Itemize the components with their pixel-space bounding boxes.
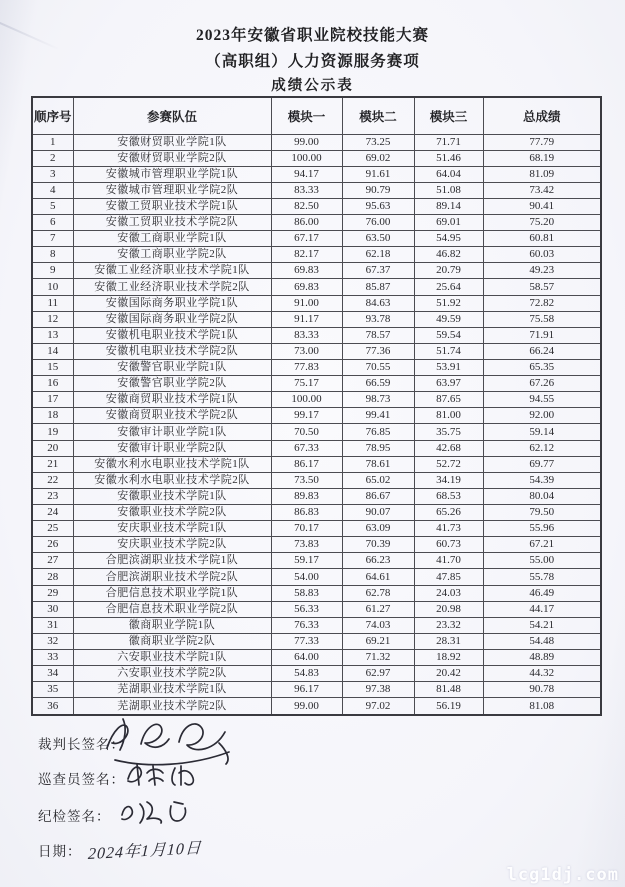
cell-module3: 59.54 — [414, 327, 483, 343]
cell-module2: 67.37 — [342, 263, 414, 279]
table-row — [32, 617, 601, 633]
cell-module1: 69.83 — [271, 263, 342, 279]
cell-module2: 91.61 — [342, 166, 414, 182]
cell-total: 48.89 — [483, 650, 601, 666]
inspector-signature-label: 巡查员签名： — [38, 772, 125, 787]
cell-order-no: 6 — [32, 215, 73, 231]
cell-order-no: 33 — [32, 650, 73, 666]
cell-total: 55.78 — [483, 569, 601, 585]
cell-module2: 66.59 — [342, 376, 414, 392]
cell-module3: 56.19 — [414, 698, 483, 715]
cell-module1: 83.33 — [271, 327, 342, 343]
cell-order-no: 21 — [32, 456, 73, 472]
table-row — [32, 150, 601, 166]
cell-module2: 78.61 — [342, 456, 414, 472]
cell-total: 44.32 — [483, 666, 601, 682]
date-label: 日期： — [38, 844, 82, 859]
cell-order-no: 13 — [32, 327, 73, 343]
table-row — [32, 166, 601, 182]
cell-module3: 47.85 — [414, 569, 483, 585]
cell-team: 安徽财贸职业学院1队 — [73, 134, 271, 150]
cell-team: 安徽水利水电职业技术学院1队 — [73, 456, 271, 472]
cell-team: 安徽工商职业学院2队 — [73, 247, 271, 263]
cell-module2: 64.61 — [342, 569, 414, 585]
cell-module1: 73.00 — [271, 343, 342, 359]
cell-total: 90.41 — [483, 198, 601, 214]
cell-module3: 68.53 — [414, 488, 483, 504]
cell-team: 安庆职业技术学院1队 — [73, 521, 271, 537]
cell-order-no: 4 — [32, 182, 73, 198]
table-row — [32, 311, 601, 327]
cell-team: 安徽机电职业技术学院2队 — [73, 343, 271, 359]
cell-module1: 54.00 — [271, 569, 342, 585]
cell-module3: 52.72 — [414, 456, 483, 472]
cell-total: 46.49 — [483, 585, 601, 601]
cell-total: 44.17 — [483, 601, 601, 617]
cell-total: 60.03 — [483, 247, 601, 263]
cell-module2: 73.25 — [342, 134, 414, 150]
cell-order-no: 23 — [32, 488, 73, 504]
cell-module2: 69.21 — [342, 633, 414, 649]
cell-module2: 71.32 — [342, 650, 414, 666]
cell-order-no: 34 — [32, 666, 73, 682]
cell-total: 54.39 — [483, 472, 601, 488]
cell-module2: 63.09 — [342, 521, 414, 537]
cell-module2: 78.57 — [342, 327, 414, 343]
cell-module3: 46.82 — [414, 247, 483, 263]
cell-team: 安徽工贸职业技术学院1队 — [73, 198, 271, 214]
cell-order-no: 27 — [32, 553, 73, 569]
cell-module2: 65.02 — [342, 472, 414, 488]
table-row — [32, 360, 601, 376]
cell-module3: 81.00 — [414, 408, 483, 424]
cell-module2: 97.02 — [342, 698, 414, 715]
cell-order-no: 25 — [32, 521, 73, 537]
table-row — [32, 505, 601, 521]
table-row — [32, 279, 601, 295]
cell-module1: 67.17 — [271, 231, 342, 247]
cell-order-no: 31 — [32, 617, 73, 633]
table-row — [32, 698, 601, 715]
cell-team: 六安职业技术学院2队 — [73, 666, 271, 682]
cell-team: 合肥滨湖职业技术学院1队 — [73, 553, 271, 569]
cell-team: 安徽职业技术学院2队 — [73, 505, 271, 521]
judge-signature — [95, 712, 240, 770]
cell-order-no: 5 — [32, 198, 73, 214]
cell-module1: 75.17 — [271, 376, 342, 392]
table-row — [32, 231, 601, 247]
table-row — [32, 215, 601, 231]
cell-module3: 49.59 — [414, 311, 483, 327]
col-header-order-no: 顺序号 — [32, 97, 73, 134]
cell-team: 安徽商贸职业技术学院2队 — [73, 408, 271, 424]
table-row — [32, 456, 601, 472]
cell-module1: 96.17 — [271, 682, 342, 698]
cell-module3: 18.92 — [414, 650, 483, 666]
cell-team: 安徽商贸职业技术学院1队 — [73, 392, 271, 408]
cell-module1: 86.83 — [271, 505, 342, 521]
cell-module3: 69.01 — [414, 215, 483, 231]
cell-team: 安徽审计职业学院1队 — [73, 424, 271, 440]
cell-total: 71.91 — [483, 327, 601, 343]
cell-module3: 64.04 — [414, 166, 483, 182]
discipline-signature-label: 纪检签名： — [38, 809, 111, 824]
cell-module1: 70.50 — [271, 424, 342, 440]
cell-module1: 91.00 — [271, 295, 342, 311]
cell-module1: 64.00 — [271, 650, 342, 666]
table-row — [32, 537, 601, 553]
cell-total: 60.81 — [483, 231, 601, 247]
cell-module2: 78.95 — [342, 440, 414, 456]
cell-order-no: 28 — [32, 569, 73, 585]
cell-total: 58.57 — [483, 279, 601, 295]
cell-order-no: 29 — [32, 585, 73, 601]
cell-module1: 70.17 — [271, 521, 342, 537]
col-header-module1: 模块一 — [271, 97, 342, 134]
cell-module1: 59.17 — [271, 553, 342, 569]
cell-module2: 62.97 — [342, 666, 414, 682]
header-row — [32, 97, 601, 134]
cell-total: 55.96 — [483, 521, 601, 537]
cell-module2: 63.50 — [342, 231, 414, 247]
cell-module1: 77.33 — [271, 633, 342, 649]
cell-order-no: 32 — [32, 633, 73, 649]
cell-module3: 63.97 — [414, 376, 483, 392]
cell-module1: 99.00 — [271, 134, 342, 150]
cell-module1: 89.83 — [271, 488, 342, 504]
table-row — [32, 247, 601, 263]
cell-total: 69.77 — [483, 456, 601, 472]
table-row — [32, 666, 601, 682]
cell-module3: 34.19 — [414, 472, 483, 488]
cell-total: 79.50 — [483, 505, 601, 521]
cell-order-no: 22 — [32, 472, 73, 488]
table-row — [32, 488, 601, 504]
cell-module3: 35.75 — [414, 424, 483, 440]
cell-order-no: 18 — [32, 408, 73, 424]
cell-total: 81.08 — [483, 698, 601, 715]
cell-team: 安徽工贸职业技术学院2队 — [73, 215, 271, 231]
cell-order-no: 26 — [32, 537, 73, 553]
cell-total: 54.48 — [483, 633, 601, 649]
cell-module2: 61.27 — [342, 601, 414, 617]
cell-team: 安徽工商职业学院1队 — [73, 231, 271, 247]
cell-team: 安徽国际商务职业学院1队 — [73, 295, 271, 311]
cell-module3: 65.26 — [414, 505, 483, 521]
cell-module1: 83.33 — [271, 182, 342, 198]
date-value-handwritten: 2024年1月10日 — [87, 839, 203, 864]
table-row — [32, 553, 601, 569]
cell-total: 59.14 — [483, 424, 601, 440]
cell-module1: 100.00 — [271, 392, 342, 408]
results-table-header — [32, 97, 601, 134]
cell-total: 65.35 — [483, 360, 601, 376]
cell-module2: 90.79 — [342, 182, 414, 198]
cell-order-no: 36 — [32, 698, 73, 715]
watermark-text: lcg1dj.com — [506, 865, 619, 885]
table-row — [32, 682, 601, 698]
cell-team: 安徽水利水电职业技术学院2队 — [73, 472, 271, 488]
col-header-module2: 模块二 — [342, 97, 414, 134]
cell-team: 六安职业技术学院1队 — [73, 650, 271, 666]
cell-total: 67.21 — [483, 537, 601, 553]
cell-module1: 82.17 — [271, 247, 342, 263]
cell-team: 徽商职业学院1队 — [73, 617, 271, 633]
cell-module1: 86.17 — [271, 456, 342, 472]
cell-module3: 24.03 — [414, 585, 483, 601]
cell-module2: 95.63 — [342, 198, 414, 214]
col-header-module3: 模块三 — [414, 97, 483, 134]
cell-order-no: 15 — [32, 360, 73, 376]
results-table — [31, 96, 602, 716]
cell-module1: 56.33 — [271, 601, 342, 617]
cell-team: 安徽财贸职业学院2队 — [73, 150, 271, 166]
table-row — [32, 424, 601, 440]
cell-module3: 54.95 — [414, 231, 483, 247]
cell-order-no: 10 — [32, 279, 73, 295]
cell-module3: 41.70 — [414, 553, 483, 569]
cell-module1: 67.33 — [271, 440, 342, 456]
cell-module3: 23.32 — [414, 617, 483, 633]
cell-module3: 25.64 — [414, 279, 483, 295]
cell-module2: 66.23 — [342, 553, 414, 569]
cell-module2: 90.07 — [342, 505, 414, 521]
cell-team: 合肥信息技术职业学院1队 — [73, 585, 271, 601]
table-row — [32, 601, 601, 617]
cell-module2: 62.18 — [342, 247, 414, 263]
cell-module2: 84.63 — [342, 295, 414, 311]
cell-module1: 76.33 — [271, 617, 342, 633]
table-row — [32, 633, 601, 649]
table-row — [32, 327, 601, 343]
cell-module3: 53.91 — [414, 360, 483, 376]
page-subtitle: （高职组）人力资源服务赛项 — [205, 53, 420, 70]
cell-module1: 99.00 — [271, 698, 342, 715]
cell-module3: 51.74 — [414, 343, 483, 359]
cell-module2: 85.87 — [342, 279, 414, 295]
cell-total: 72.82 — [483, 295, 601, 311]
table-row — [32, 134, 601, 150]
cell-module2: 98.73 — [342, 392, 414, 408]
cell-module2: 97.38 — [342, 682, 414, 698]
cell-module3: 81.48 — [414, 682, 483, 698]
cell-team: 徽商职业学院2队 — [73, 633, 271, 649]
cell-module3: 51.46 — [414, 150, 483, 166]
cell-module3: 41.73 — [414, 521, 483, 537]
cell-total: 55.00 — [483, 553, 601, 569]
cell-module2: 74.03 — [342, 617, 414, 633]
cell-module1: 73.83 — [271, 537, 342, 553]
cell-module1: 99.17 — [271, 408, 342, 424]
cell-order-no: 20 — [32, 440, 73, 456]
table-row — [32, 521, 601, 537]
table-title: 成绩公示表 — [271, 78, 354, 94]
cell-order-no: 2 — [32, 150, 73, 166]
cell-total: 92.00 — [483, 408, 601, 424]
cell-order-no: 8 — [32, 247, 73, 263]
cell-total: 49.23 — [483, 263, 601, 279]
cell-module2: 70.39 — [342, 537, 414, 553]
cell-module1: 69.83 — [271, 279, 342, 295]
cell-team: 安徽审计职业学院2队 — [73, 440, 271, 456]
cell-module3: 89.14 — [414, 198, 483, 214]
cell-module3: 87.65 — [414, 392, 483, 408]
table-row — [32, 408, 601, 424]
cell-total: 80.04 — [483, 488, 601, 504]
cell-order-no: 11 — [32, 295, 73, 311]
table-row — [32, 440, 601, 456]
cell-module2: 77.36 — [342, 343, 414, 359]
cell-team: 安徽国际商务职业学院2队 — [73, 311, 271, 327]
cell-order-no: 35 — [32, 682, 73, 698]
cell-total: 73.42 — [483, 182, 601, 198]
cell-module2: 69.02 — [342, 150, 414, 166]
cell-module3: 51.08 — [414, 182, 483, 198]
discipline-signature — [116, 796, 192, 826]
cell-team: 合肥滨湖职业技术学院2队 — [73, 569, 271, 585]
cell-team: 合肥信息技术职业学院2队 — [73, 601, 271, 617]
cell-module1: 86.00 — [271, 215, 342, 231]
cell-total: 66.24 — [483, 343, 601, 359]
cell-order-no: 12 — [32, 311, 73, 327]
cell-order-no: 19 — [32, 424, 73, 440]
cell-order-no: 3 — [32, 166, 73, 182]
cell-total: 75.20 — [483, 215, 601, 231]
cell-module1: 73.50 — [271, 472, 342, 488]
cell-module1: 94.17 — [271, 166, 342, 182]
cell-module3: 51.92 — [414, 295, 483, 311]
table-row — [32, 376, 601, 392]
results-table-body — [32, 134, 601, 715]
cell-team: 芜湖职业技术学院2队 — [73, 698, 271, 715]
table-row — [32, 198, 601, 214]
cell-total: 62.12 — [483, 440, 601, 456]
col-header-total: 总成绩 — [483, 97, 601, 134]
judge-signature-label: 裁判长签名： — [38, 737, 125, 752]
table-row — [32, 569, 601, 585]
cell-team: 安徽城市管理职业学院2队 — [73, 182, 271, 198]
cell-module2: 93.78 — [342, 311, 414, 327]
cell-team: 安徽警官职业学院1队 — [73, 360, 271, 376]
table-row — [32, 472, 601, 488]
table-row — [32, 182, 601, 198]
table-row — [32, 263, 601, 279]
cell-total: 94.55 — [483, 392, 601, 408]
cell-module1: 54.83 — [271, 666, 342, 682]
cell-total: 67.26 — [483, 376, 601, 392]
cell-order-no: 9 — [32, 263, 73, 279]
cell-team: 芜湖职业技术学院1队 — [73, 682, 271, 698]
cell-module1: 100.00 — [271, 150, 342, 166]
cell-module1: 91.17 — [271, 311, 342, 327]
cell-module2: 86.67 — [342, 488, 414, 504]
cell-total: 54.21 — [483, 617, 601, 633]
cell-module2: 99.41 — [342, 408, 414, 424]
cell-team: 安徽职业技术学院1队 — [73, 488, 271, 504]
cell-module2: 76.85 — [342, 424, 414, 440]
cell-order-no: 17 — [32, 392, 73, 408]
col-header-team: 参赛队伍 — [73, 97, 271, 134]
cell-module3: 20.79 — [414, 263, 483, 279]
cell-module3: 28.31 — [414, 633, 483, 649]
cell-team: 安庆职业技术学院2队 — [73, 537, 271, 553]
table-row — [32, 343, 601, 359]
cell-module1: 58.83 — [271, 585, 342, 601]
cell-module3: 60.73 — [414, 537, 483, 553]
cell-team: 安徽工业经济职业技术学院2队 — [73, 279, 271, 295]
table-row — [32, 295, 601, 311]
cell-module2: 76.00 — [342, 215, 414, 231]
cell-order-no: 7 — [32, 231, 73, 247]
table-row — [32, 585, 601, 601]
cell-team: 安徽警官职业学院2队 — [73, 376, 271, 392]
cell-module1: 82.50 — [271, 198, 342, 214]
cell-team: 安徽工业经济职业技术学院1队 — [73, 263, 271, 279]
cell-total: 68.19 — [483, 150, 601, 166]
cell-team: 安徽城市管理职业学院1队 — [73, 166, 271, 182]
cell-total: 90.78 — [483, 682, 601, 698]
table-row — [32, 650, 601, 666]
cell-order-no: 16 — [32, 376, 73, 392]
cell-module3: 20.98 — [414, 601, 483, 617]
cell-total: 81.09 — [483, 166, 601, 182]
cell-order-no: 1 — [32, 134, 73, 150]
page-title: 2023年安徽省职业院校技能大赛 — [195, 27, 429, 44]
cell-total: 75.58 — [483, 311, 601, 327]
table-row — [32, 392, 601, 408]
cell-total: 77.79 — [483, 134, 601, 150]
cell-module1: 77.83 — [271, 360, 342, 376]
cell-module2: 62.78 — [342, 585, 414, 601]
cell-module2: 70.55 — [342, 360, 414, 376]
cell-order-no: 24 — [32, 505, 73, 521]
cell-team: 安徽机电职业技术学院1队 — [73, 327, 271, 343]
cell-module3: 71.71 — [414, 134, 483, 150]
inspector-signature — [122, 758, 204, 790]
cell-module3: 42.68 — [414, 440, 483, 456]
cell-module3: 20.42 — [414, 666, 483, 682]
cell-order-no: 30 — [32, 601, 73, 617]
cell-order-no: 14 — [32, 343, 73, 359]
